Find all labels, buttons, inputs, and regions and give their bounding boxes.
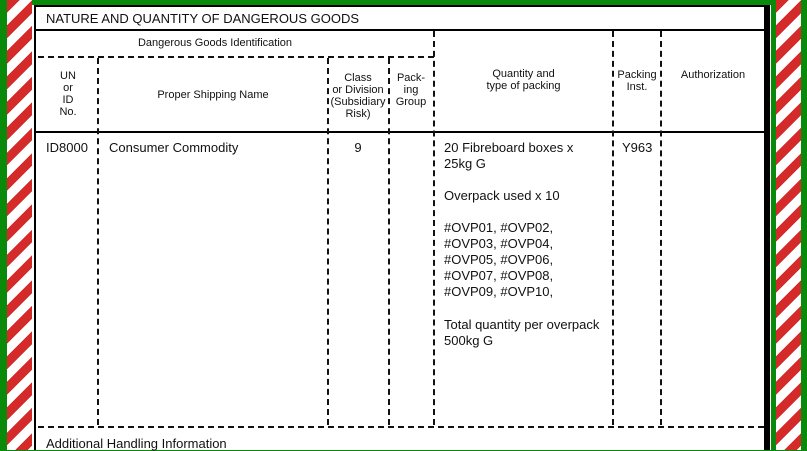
header-authorization: Authorization [680,69,746,81]
header-un-id: UN or ID No. [59,70,77,118]
header-shipping-name: Proper Shipping Name [157,89,269,101]
header-quantity-type: Quantity and type of packing [486,68,561,92]
cell-quantity-overpack: Overpack used x 10 [444,188,560,203]
group-header: Dangerous Goods Identification [137,37,293,49]
cell-quantity-overpack-ids: #OVP01, #OVP02, #OVP03, #OVP04, #OVP05, #OVP06, #OVP07, #OVP08, #OVP09, #OVP10, [444,220,554,299]
section-title: NATURE AND QUANTITY OF DANGEROUS GOODS [46,11,359,26]
header-packing-inst: Packing Inst. [617,69,657,93]
additional-handling-heading: Additional Handling Information [46,436,227,451]
cell-shipping-name: Consumer Commodity [109,140,239,155]
cell-class-division: 9 [354,140,362,155]
top-border [36,5,764,7]
header-class-division: Class or Division (Subsidiary Risk) [330,72,386,120]
title-divider [36,29,764,31]
col-divider-4 [433,31,435,425]
table-bottom-rule [38,426,764,428]
left-airmail-stripe [7,0,32,450]
col-divider-3 [388,58,390,425]
col-divider-1 [97,58,99,425]
form-left-border [34,5,36,450]
form-right-border [764,5,770,450]
header-bottom-rule [36,131,764,133]
cell-quantity-packages: 20 Fibreboard boxes x 25kg G [444,140,574,171]
cell-un-id: ID8000 [46,140,88,155]
cell-quantity-total: Total quantity per overpack 500kg G [444,317,600,348]
cell-packing-inst: Y963 [622,140,653,155]
right-airmail-stripe [776,0,801,450]
header-packing-group: Pack- ing Group [395,72,427,108]
